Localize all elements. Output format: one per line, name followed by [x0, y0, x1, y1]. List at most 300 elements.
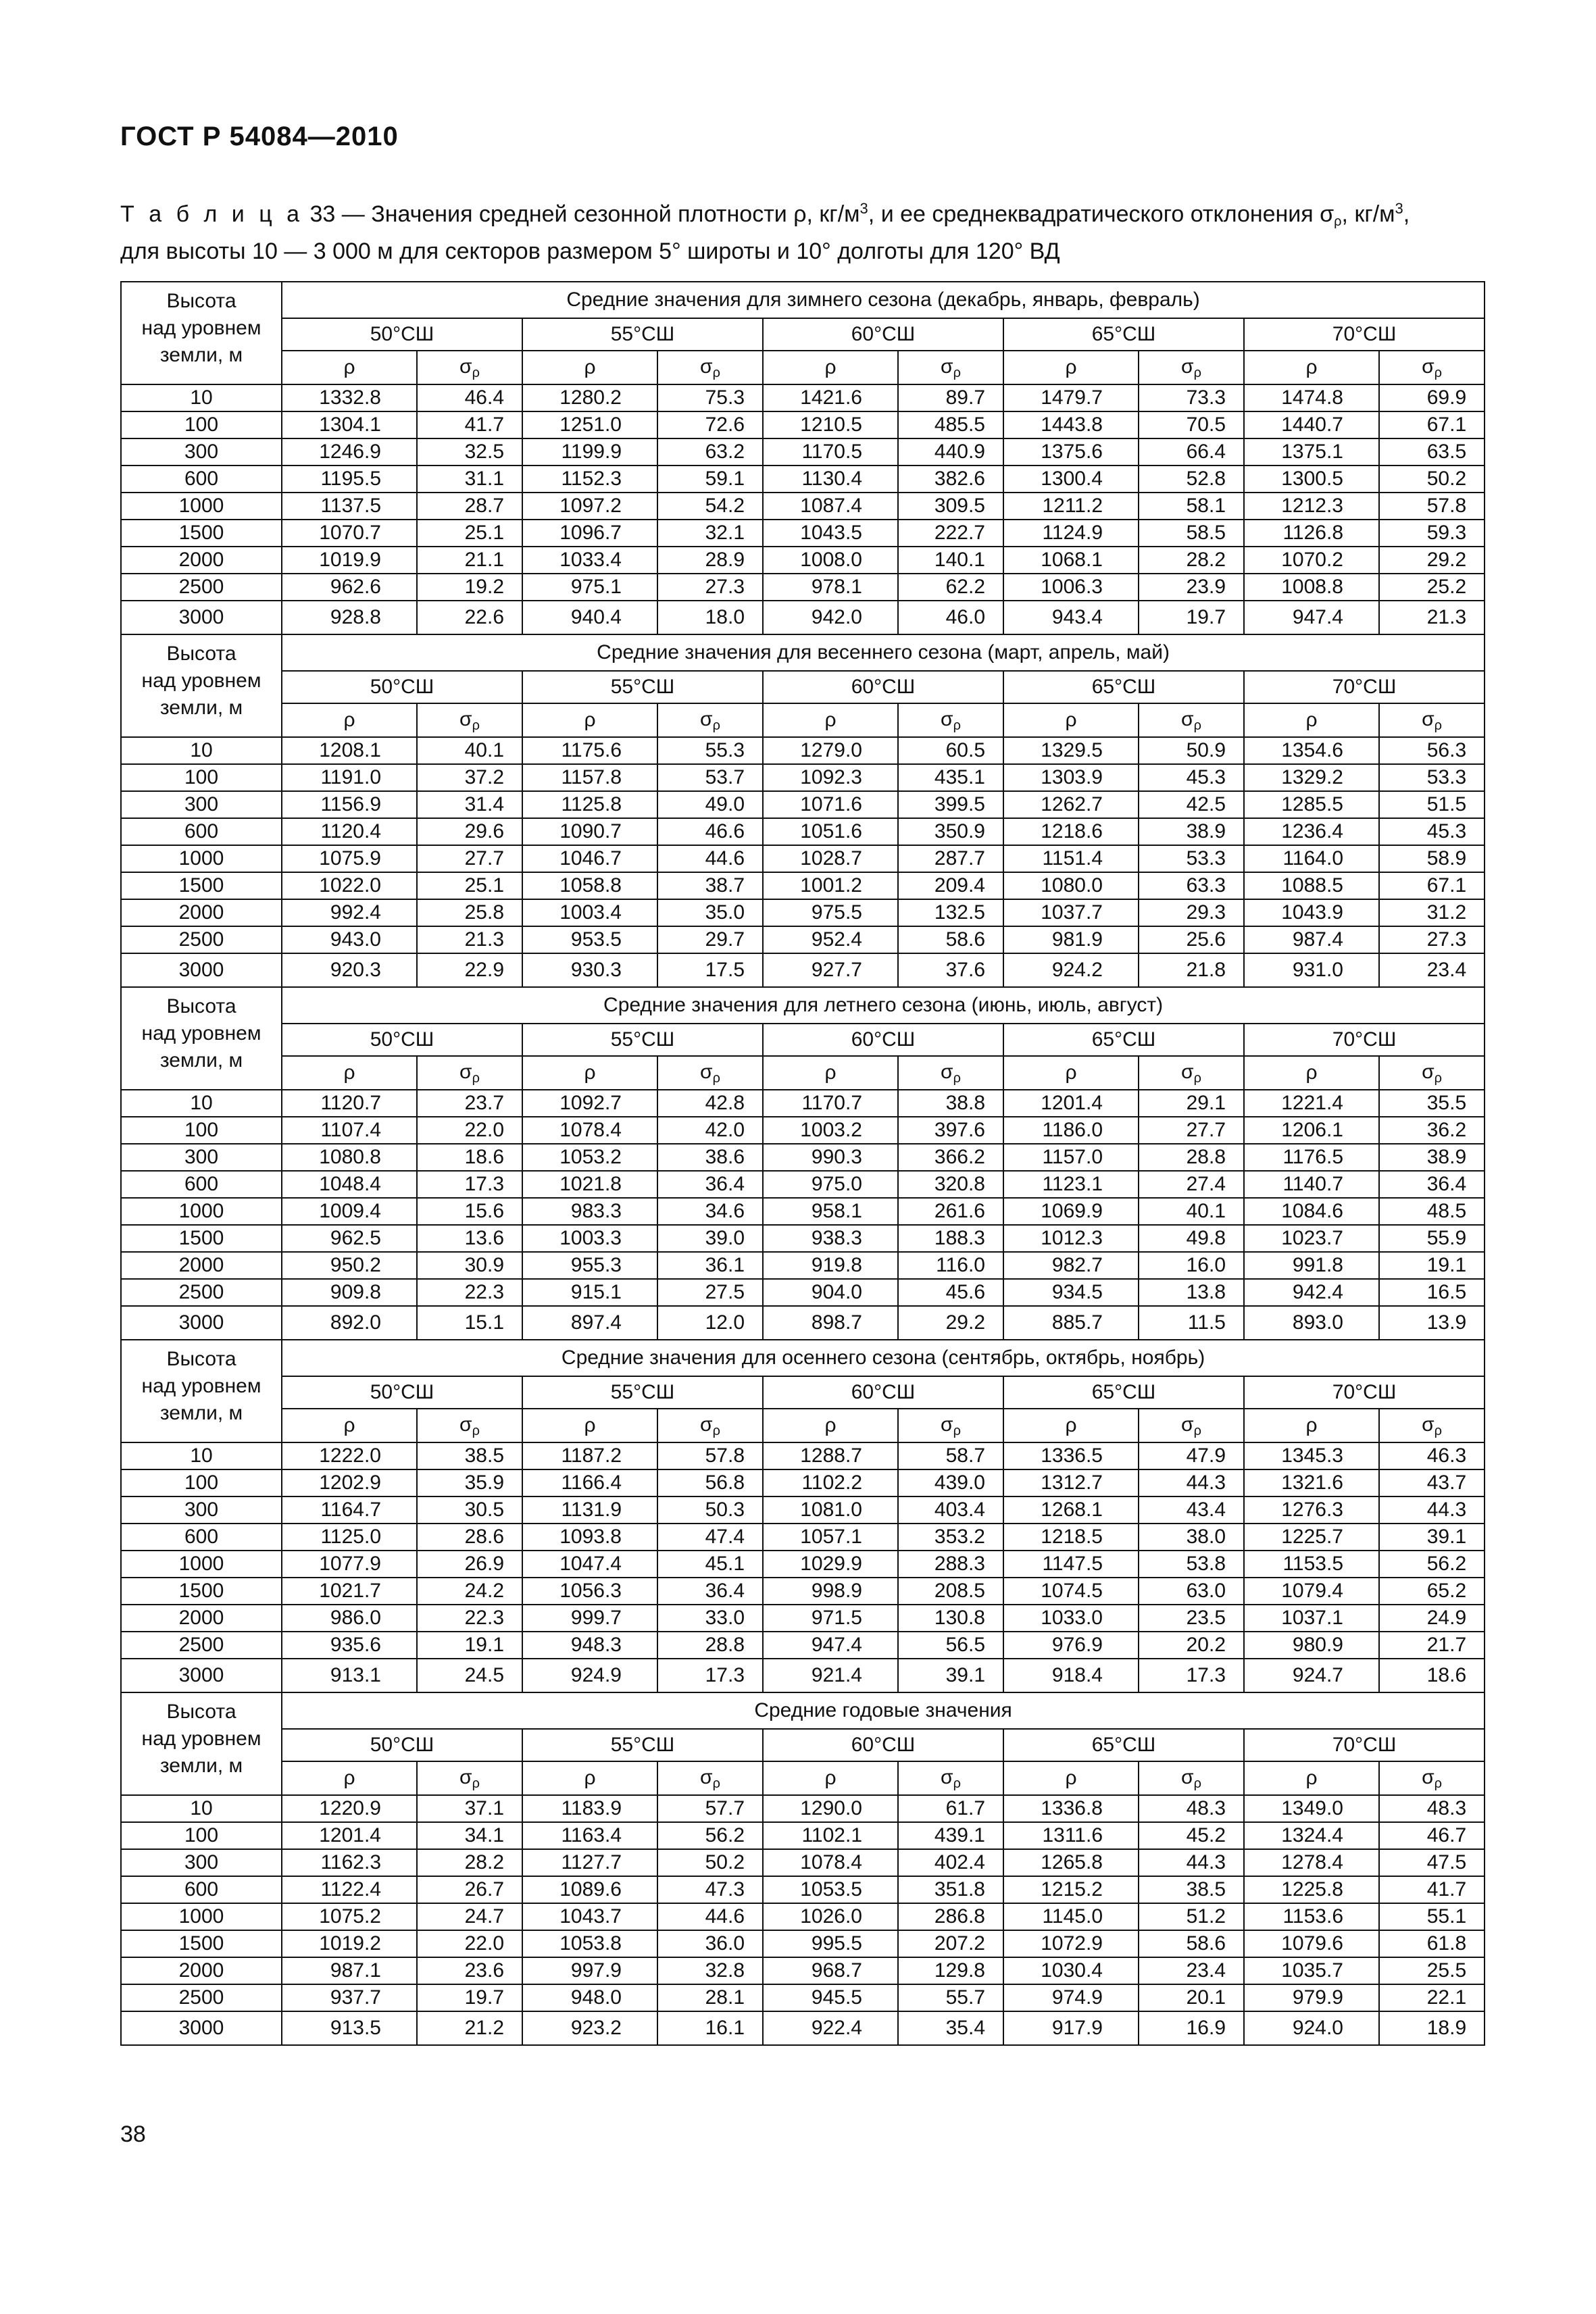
sigma-value: 36.2: [1379, 1117, 1485, 1144]
sigma-symbol: σ: [700, 1765, 713, 1788]
rho-symbol: ρ: [522, 351, 657, 384]
sigma-symbol: σ: [1422, 1060, 1435, 1083]
sigma-value: 16.0: [1139, 1252, 1244, 1279]
rho-value: 924.0: [1244, 2011, 1379, 2045]
height-header-line: земли, м: [159, 344, 243, 366]
sigma-value: 49.0: [657, 791, 763, 818]
height-header-line: над уровнем: [141, 1375, 261, 1397]
sigma-symbol-cell: [417, 1056, 522, 1090]
sigma-value: 56.3: [1379, 737, 1485, 764]
sigma-value: 25.2: [1379, 574, 1485, 601]
table-row: [121, 601, 1485, 634]
sigma-value: 382.6: [898, 466, 1003, 493]
sigma-value: 18.0: [657, 601, 763, 634]
sigma-value: 50.9: [1139, 737, 1244, 764]
sigma-symbol: σ: [1181, 1060, 1194, 1083]
sigma-value: 55.7: [898, 1984, 1003, 2011]
sigma-value: 132.5: [898, 899, 1003, 926]
rho-value: 1102.1: [763, 1822, 898, 1849]
rho-value: 1009.4: [282, 1198, 417, 1225]
rho-value: 931.0: [1244, 953, 1379, 987]
latitude-header: 55°СШ: [522, 1376, 763, 1409]
season-header-row: [121, 1340, 1485, 1376]
rho-value: 974.9: [1003, 1984, 1139, 2011]
rho-value: 1156.9: [282, 791, 417, 818]
sigma-value: 16.5: [1379, 1279, 1485, 1306]
table-row: [121, 384, 1485, 411]
rho-value: 1019.2: [282, 1930, 417, 1957]
sigma-value: 49.8: [1139, 1225, 1244, 1252]
sigma-value: 57.7: [657, 1795, 763, 1822]
table-row: [121, 1849, 1485, 1876]
sigma-symbol: σ: [700, 1413, 713, 1436]
rho-value: 1081.0: [763, 1496, 898, 1524]
sigma-value: 63.0: [1139, 1578, 1244, 1605]
sigma-value: 46.7: [1379, 1822, 1485, 1849]
sigma-value: 46.0: [898, 601, 1003, 634]
table-row: [121, 1225, 1485, 1252]
rho-value: 1218.5: [1003, 1524, 1139, 1551]
rho-symbol: ρ: [763, 1409, 898, 1442]
sigma-symbol-cell: [657, 703, 763, 737]
rho-value: 1479.7: [1003, 384, 1139, 411]
table-row: [121, 1524, 1485, 1551]
rho-value: 1035.7: [1244, 1957, 1379, 1984]
season-header-row: [121, 634, 1485, 671]
sigma-value: 46.4: [417, 384, 522, 411]
rho-value: 1208.1: [282, 737, 417, 764]
rho-symbol: ρ: [282, 1761, 417, 1795]
rho-value: 1304.1: [282, 411, 417, 438]
rho-value: 1003.4: [522, 899, 657, 926]
latitude-header: 50°СШ: [282, 1376, 522, 1409]
sigma-symbol-cell: [1139, 1761, 1244, 1795]
rho-value: 1068.1: [1003, 547, 1139, 574]
symbol-row: [121, 1056, 1485, 1090]
sigma-value: 58.5: [1139, 520, 1244, 547]
sigma-symbol-cell: [417, 1409, 522, 1442]
rho-symbol: ρ: [1003, 351, 1139, 384]
rho-value: 1071.6: [763, 791, 898, 818]
table-row: [121, 1984, 1485, 2011]
rho-value: 1028.7: [763, 845, 898, 872]
sigma-value: 48.5: [1379, 1198, 1485, 1225]
sigma-symbol-cell: [417, 703, 522, 737]
latitude-header: 70°СШ: [1244, 1376, 1485, 1409]
rho-value: 1120.4: [282, 818, 417, 845]
sigma-value: 18.9: [1379, 2011, 1485, 2045]
rho-value: 1222.0: [282, 1442, 417, 1469]
sigma-value: 28.8: [657, 1632, 763, 1659]
rho-symbol: ρ: [1003, 703, 1139, 737]
sigma-value: 58.6: [898, 926, 1003, 953]
latitude-header: 50°СШ: [282, 318, 522, 351]
rho-value: 1276.3: [1244, 1496, 1379, 1524]
sigma-value: 33.0: [657, 1605, 763, 1632]
latitude-header: 70°СШ: [1244, 1024, 1485, 1056]
rho-value: 1206.1: [1244, 1117, 1379, 1144]
rho-value: 976.9: [1003, 1632, 1139, 1659]
sigma-value: 440.9: [898, 438, 1003, 466]
sigma-value: 402.4: [898, 1849, 1003, 1876]
rho-value: 1053.5: [763, 1876, 898, 1903]
sigma-value: 20.1: [1139, 1984, 1244, 2011]
rho-value: 1303.9: [1003, 764, 1139, 791]
height-value: 3000: [121, 1659, 282, 1692]
rho-value: 893.0: [1244, 1306, 1379, 1340]
sigma-subscript: ρ: [1193, 718, 1201, 733]
table-row: [121, 1659, 1485, 1692]
rho-symbol: ρ: [763, 1761, 898, 1795]
rho-value: 1074.5: [1003, 1578, 1139, 1605]
rho-value: 975.1: [522, 574, 657, 601]
symbol-row: [121, 703, 1485, 737]
sigma-value: 48.3: [1139, 1795, 1244, 1822]
sigma-value: 44.3: [1379, 1496, 1485, 1524]
sigma-value: 53.3: [1379, 764, 1485, 791]
table-row: [121, 1198, 1485, 1225]
height-value: 3000: [121, 2011, 282, 2045]
rho-value: 1288.7: [763, 1442, 898, 1469]
rho-value: 1311.6: [1003, 1822, 1139, 1849]
sigma-symbol: σ: [700, 1060, 713, 1083]
sigma-symbol: σ: [459, 1413, 472, 1436]
rho-value: 1220.9: [282, 1795, 417, 1822]
rho-value: 998.9: [763, 1578, 898, 1605]
latitude-header: 60°СШ: [763, 1024, 1003, 1056]
rho-value: 1201.4: [1003, 1090, 1139, 1117]
rho-value: 1221.4: [1244, 1090, 1379, 1117]
rho-symbol: ρ: [1003, 1761, 1139, 1795]
table-row: [121, 1496, 1485, 1524]
sigma-value: 320.8: [898, 1171, 1003, 1198]
rho-value: 892.0: [282, 1306, 417, 1340]
sigma-value: 24.2: [417, 1578, 522, 1605]
rho-value: 1089.6: [522, 1876, 657, 1903]
sigma-value: 24.5: [417, 1659, 522, 1692]
sigma-symbol-cell: [898, 351, 1003, 384]
rho-value: 1153.6: [1244, 1903, 1379, 1930]
latitude-header: 60°СШ: [763, 1729, 1003, 1761]
rho-value: 897.4: [522, 1306, 657, 1340]
sigma-value: 21.3: [417, 926, 522, 953]
sigma-subscript: ρ: [1434, 1776, 1443, 1791]
symbol-row: [121, 1761, 1485, 1795]
rho-value: 1131.9: [522, 1496, 657, 1524]
rho-value: 962.6: [282, 574, 417, 601]
sigma-symbol: σ: [459, 1765, 472, 1788]
rho-value: 924.2: [1003, 953, 1139, 987]
rho-value: 1012.3: [1003, 1225, 1139, 1252]
sigma-subscript: ρ: [1193, 1423, 1201, 1438]
sigma-value: 35.4: [898, 2011, 1003, 2045]
rho-value: 921.4: [763, 1659, 898, 1692]
height-header-line: Высота: [166, 1348, 236, 1370]
rho-value: 1140.7: [1244, 1171, 1379, 1198]
rho-value: 1079.6: [1244, 1930, 1379, 1957]
sigma-value: 44.6: [657, 845, 763, 872]
sigma-value: 42.5: [1139, 791, 1244, 818]
table-row: [121, 574, 1485, 601]
rho-value: 1147.5: [1003, 1551, 1139, 1578]
rho-value: 987.1: [282, 1957, 417, 1984]
sigma-value: 38.5: [1139, 1876, 1244, 1903]
table-row: [121, 1578, 1485, 1605]
sigma-value: 31.1: [417, 466, 522, 493]
latitude-header: 55°СШ: [522, 318, 763, 351]
sigma-value: 36.4: [1379, 1171, 1485, 1198]
sigma-value: 36.4: [657, 1578, 763, 1605]
sigma-value: 54.2: [657, 493, 763, 520]
sigma-value: 29.6: [417, 818, 522, 845]
sigma-value: 397.6: [898, 1117, 1003, 1144]
season-title: Средние годовые значения: [282, 1692, 1485, 1729]
sigma-value: 47.9: [1139, 1442, 1244, 1469]
height-header-cell: [121, 987, 282, 1090]
table-row: [121, 1957, 1485, 1984]
sigma-value: 48.3: [1379, 1795, 1485, 1822]
sigma-value: 51.2: [1139, 1903, 1244, 1930]
sigma-value: 42.0: [657, 1117, 763, 1144]
height-value: 10: [121, 1442, 282, 1469]
sigma-subscript: ρ: [1434, 1423, 1443, 1438]
sigma-symbol-cell: [898, 1761, 1003, 1795]
rho-value: 995.5: [763, 1930, 898, 1957]
rho-value: 1152.3: [522, 466, 657, 493]
rho-value: 1092.3: [763, 764, 898, 791]
rho-value: 1215.2: [1003, 1876, 1139, 1903]
symbol-row: [121, 1409, 1485, 1442]
rho-value: 1166.4: [522, 1469, 657, 1496]
sigma-value: 222.7: [898, 520, 1003, 547]
rho-value: 1443.8: [1003, 411, 1139, 438]
latitude-header: 70°СШ: [1244, 1729, 1485, 1761]
rho-value: 1157.0: [1003, 1144, 1139, 1171]
table-row: [121, 791, 1485, 818]
height-value: 10: [121, 1090, 282, 1117]
table-row: [121, 845, 1485, 872]
sigma-value: 55.3: [657, 737, 763, 764]
sigma-value: 57.8: [657, 1442, 763, 1469]
table-row: [121, 1903, 1485, 1930]
sigma-subscript: ρ: [472, 1776, 480, 1791]
latitude-header: 70°СШ: [1244, 318, 1485, 351]
sigma-value: 43.7: [1379, 1469, 1485, 1496]
rho-value: 1053.2: [522, 1144, 657, 1171]
rho-value: 982.7: [1003, 1252, 1139, 1279]
height-header-line: Высота: [166, 643, 236, 665]
height-header-cell: [121, 1692, 282, 1795]
season-title: Средние значения для летнего сезона (июнь, июль, август): [282, 987, 1485, 1024]
rho-value: 1037.7: [1003, 899, 1139, 926]
sigma-subscript: ρ: [712, 365, 720, 380]
sigma-value: 13.6: [417, 1225, 522, 1252]
rho-value: 968.7: [763, 1957, 898, 1984]
rho-value: 1164.7: [282, 1496, 417, 1524]
rho-value: 980.9: [1244, 1632, 1379, 1659]
rho-value: 971.5: [763, 1605, 898, 1632]
sigma-value: 58.1: [1139, 493, 1244, 520]
rho-value: 992.4: [282, 899, 417, 926]
rho-value: 1125.0: [282, 1524, 417, 1551]
rho-value: 1324.4: [1244, 1822, 1379, 1849]
rho-value: 1211.2: [1003, 493, 1139, 520]
sigma-value: 50.2: [657, 1849, 763, 1876]
rho-value: 1037.1: [1244, 1605, 1379, 1632]
rho-value: 1088.5: [1244, 872, 1379, 899]
height-value: 600: [121, 1171, 282, 1198]
sigma-value: 353.2: [898, 1524, 1003, 1551]
rho-value: 942.4: [1244, 1279, 1379, 1306]
sigma-value: 209.4: [898, 872, 1003, 899]
sigma-value: 38.0: [1139, 1524, 1244, 1551]
sigma-value: 27.3: [1379, 926, 1485, 953]
latitude-header: 50°СШ: [282, 671, 522, 703]
rho-value: 1033.0: [1003, 1605, 1139, 1632]
sigma-value: 399.5: [898, 791, 1003, 818]
height-value: 300: [121, 1496, 282, 1524]
rho-value: 999.7: [522, 1605, 657, 1632]
sigma-value: 32.5: [417, 438, 522, 466]
rho-value: 1107.4: [282, 1117, 417, 1144]
rho-value: 945.5: [763, 1984, 898, 2011]
sigma-value: 53.7: [657, 764, 763, 791]
rho-symbol: ρ: [282, 703, 417, 737]
sigma-value: 63.5: [1379, 438, 1485, 466]
table-row: [121, 899, 1485, 926]
rho-value: 1279.0: [763, 737, 898, 764]
sigma-value: 22.6: [417, 601, 522, 634]
sigma-subscript: ρ: [953, 1776, 961, 1791]
rho-value: 1321.6: [1244, 1469, 1379, 1496]
sigma-value: 439.1: [898, 1822, 1003, 1849]
sigma-symbol: σ: [1422, 1413, 1435, 1436]
sigma-symbol-cell: [898, 1056, 1003, 1090]
height-value: 100: [121, 764, 282, 791]
sigma-value: 27.7: [417, 845, 522, 872]
rho-value: 1046.7: [522, 845, 657, 872]
caption-text-b: , и ее среднеквадратического отклонения σ: [868, 201, 1335, 227]
latitude-header: 55°СШ: [522, 1024, 763, 1056]
rho-value: 1080.0: [1003, 872, 1139, 899]
sigma-value: 23.9: [1139, 574, 1244, 601]
rho-value: 1080.8: [282, 1144, 417, 1171]
rho-symbol: ρ: [1003, 1409, 1139, 1442]
sigma-value: 23.4: [1139, 1957, 1244, 1984]
sigma-value: 207.2: [898, 1930, 1003, 1957]
rho-value: 1300.4: [1003, 466, 1139, 493]
rho-value: 1051.6: [763, 818, 898, 845]
table-row: [121, 1090, 1485, 1117]
rho-value: 1033.4: [522, 547, 657, 574]
rho-symbol: ρ: [1244, 1056, 1379, 1090]
rho-value: 1170.7: [763, 1090, 898, 1117]
height-value: 1500: [121, 872, 282, 899]
rho-value: 1079.4: [1244, 1578, 1379, 1605]
height-value: 10: [121, 1795, 282, 1822]
rho-value: 1043.7: [522, 1903, 657, 1930]
sigma-value: 67.1: [1379, 411, 1485, 438]
sigma-value: 45.2: [1139, 1822, 1244, 1849]
rho-value: 1162.3: [282, 1849, 417, 1876]
sigma-value: 22.3: [417, 1605, 522, 1632]
sigma-value: 47.3: [657, 1876, 763, 1903]
sigma-symbol-cell: [657, 1056, 763, 1090]
table-row: [121, 1605, 1485, 1632]
rho-value: 904.0: [763, 1279, 898, 1306]
sigma-value: 27.7: [1139, 1117, 1244, 1144]
table-row: [121, 1306, 1485, 1340]
sigma-value: 35.9: [417, 1469, 522, 1496]
rho-value: 1195.5: [282, 466, 417, 493]
height-header-line: Высота: [166, 995, 236, 1017]
rho-value: 1421.6: [763, 384, 898, 411]
height-value: 100: [121, 411, 282, 438]
latitude-header: 65°СШ: [1003, 1729, 1244, 1761]
sigma-value: 37.2: [417, 764, 522, 791]
sigma-value: 17.3: [417, 1171, 522, 1198]
height-value: 1500: [121, 520, 282, 547]
rho-value: 1349.0: [1244, 1795, 1379, 1822]
height-header-line: земли, м: [159, 1755, 243, 1777]
sigma-value: 40.1: [1139, 1198, 1244, 1225]
rho-value: 1225.8: [1244, 1876, 1379, 1903]
height-header-line: земли, м: [159, 1049, 243, 1072]
sigma-subscript: ρ: [953, 365, 961, 380]
rho-value: 986.0: [282, 1605, 417, 1632]
caption-text-d: ,: [1403, 201, 1410, 227]
sigma-value: 24.7: [417, 1903, 522, 1930]
sigma-symbol: σ: [1422, 355, 1435, 378]
sigma-subscript: ρ: [1193, 1776, 1201, 1791]
rho-value: 1345.3: [1244, 1442, 1379, 1469]
sigma-value: 35.0: [657, 899, 763, 926]
caption-sup-2: 3: [1395, 200, 1403, 217]
sigma-value: 67.1: [1379, 872, 1485, 899]
sigma-symbol: σ: [1181, 1765, 1194, 1788]
sigma-value: 75.3: [657, 384, 763, 411]
latitude-header: 60°СШ: [763, 318, 1003, 351]
rho-value: 1021.8: [522, 1171, 657, 1198]
height-value: 2000: [121, 899, 282, 926]
rho-value: 1029.9: [763, 1551, 898, 1578]
table-row: [121, 1876, 1485, 1903]
season-title: Средние значения для весеннего сезона (март, апрель, май): [282, 634, 1485, 671]
sigma-symbol-cell: [1379, 703, 1485, 737]
sigma-value: 39.1: [1379, 1524, 1485, 1551]
rho-value: 958.1: [763, 1198, 898, 1225]
rho-value: 1048.4: [282, 1171, 417, 1198]
sigma-value: 20.2: [1139, 1632, 1244, 1659]
rho-value: 1120.7: [282, 1090, 417, 1117]
rho-value: 1199.9: [522, 438, 657, 466]
height-value: 1500: [121, 1578, 282, 1605]
sigma-value: 13.9: [1379, 1306, 1485, 1340]
sigma-symbol: σ: [941, 707, 953, 730]
sigma-value: 27.3: [657, 574, 763, 601]
rho-value: 1057.1: [763, 1524, 898, 1551]
sigma-symbol-cell: [1139, 351, 1244, 384]
rho-value: 1354.6: [1244, 737, 1379, 764]
sigma-symbol: σ: [941, 355, 953, 378]
sigma-value: 63.2: [657, 438, 763, 466]
table-row: [121, 1551, 1485, 1578]
height-value: 1500: [121, 1225, 282, 1252]
rho-value: 1019.9: [282, 547, 417, 574]
height-value: 2000: [121, 547, 282, 574]
rho-symbol: ρ: [1244, 1761, 1379, 1795]
sigma-symbol-cell: [1379, 1056, 1485, 1090]
